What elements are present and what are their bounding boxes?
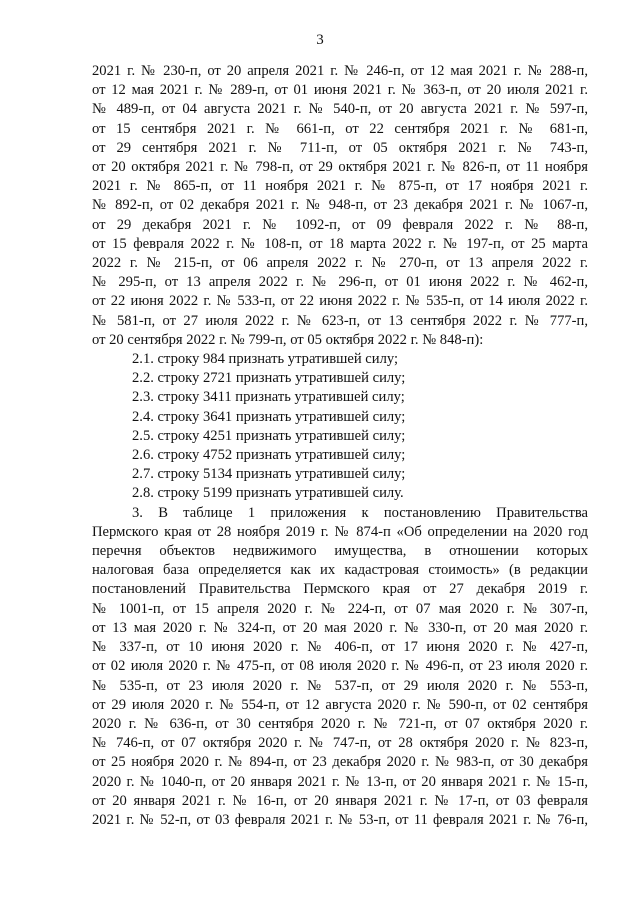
text-line: № 1001-п, от 15 апреля 2020 г. № 224-п, от 07 мая 2020 г. № 307-п, — [92, 600, 588, 617]
text-line: 2022 г. № 215-п, от 06 апреля 2022 г. № 270-п, от 13 апреля 2022 г. — [92, 255, 588, 272]
text-line: 2021 г. № 230-п, от 20 апреля 2021 г. № 246-п, от 12 мая 2021 г. № 288-п, — [92, 63, 588, 79]
text-line: от 12 мая 2021 г. № 289-п, от 01 июня 2021 г. № 363-п, от 20 июля 2021 г. — [92, 82, 588, 99]
list-item: 2.8. строку 5199 признать утратившей силу. — [132, 485, 404, 502]
text-line: от 15 сентября 2021 г. № 661-п, от 22 сентября 2021 г. № 681-п, — [92, 120, 588, 137]
text-line: 2021 г. № 52-п, от 03 февраля 2021 г. № 53-п, от 11 февраля 2021 г. № 76-п, — [92, 811, 588, 828]
text-line: от 25 ноября 2020 г. № 894-п, от 23 декабря 2020 г. № 983-п, от 30 декабря — [92, 754, 588, 771]
text-line: № 535-п, от 23 июля 2020 г. № 537-п, от 29 июля 2020 г. № 553-п, — [92, 677, 588, 694]
text-line: от 15 февраля 2022 г. № 108-п, от 18 марта 2022 г. № 197-п, от 25 марта — [92, 235, 588, 252]
text-line: Пермского края от 28 ноября 2019 г. № 874-п «Об определении на 2020 год — [92, 523, 588, 540]
text-line: от 29 июля 2020 г. № 554-п, от 12 августа 2020 г. № 590-п, от 02 сентября — [92, 696, 588, 713]
text-line: № 746-п, от 07 октября 2020 г. № 747-п, от 28 октября 2020 г. № 823-п, — [92, 735, 588, 752]
text-line: № 581-п, от 27 июля 2022 г. № 623-п, от 13 сентября 2022 г. № 777-п, — [92, 312, 588, 329]
text-line: от 02 июля 2020 г. № 475-п, от 08 июля 2020 г. № 496-п, от 23 июля 2020 г. — [92, 658, 588, 675]
text-line: № 489-п, от 04 августа 2021 г. № 540-п, от 20 августа 2021 г. № 597-п, — [92, 101, 588, 118]
text-line: от 20 января 2021 г. № 16-п, от 20 января 2021 г. № 17-п, от 03 февраля — [92, 792, 588, 809]
text-line: 2020 г. № 636-п, от 30 сентября 2020 г. № 721-п, от 07 октября 2020 г. — [92, 715, 588, 732]
list-item: 2.6. строку 4752 признать утратившей силу; — [132, 447, 406, 464]
text-line: от 29 сентября 2021 г. № 711-п, от 05 октября 2021 г. № 743-п, — [92, 139, 588, 156]
page-number: 3 — [316, 32, 324, 48]
text-line: постановлений Правительства Пермского края от 27 декабря 2019 г. — [92, 581, 588, 598]
text-line: от 22 июня 2022 г. № 533-п, от 22 июня 2022 г. № 535-п, от 14 июля 2022 г. — [92, 293, 588, 310]
text-line: № 337-п, от 10 июня 2020 г. № 406-п, от 17 июня 2020 г. № 427-п, — [92, 639, 588, 656]
list-item: 2.2. строку 2721 признать утратившей силу; — [132, 370, 406, 387]
text-line: 2021 г. № 865-п, от 11 ноября 2021 г. № 875-п, от 17 ноября 2021 г. — [92, 178, 588, 195]
text-line: налоговая база определяется как их кадастровая стоимость» (в редакции — [92, 562, 588, 579]
document-body — [92, 62, 588, 830]
list-item: 2.4. строку 3641 признать утратившей силу; — [132, 408, 406, 425]
text-line: от 29 декабря 2021 г. № 1092-п, от 09 февраля 2022 г. № 88-п, — [92, 216, 588, 233]
text-line: от 20 октября 2021 г. № 798-п, от 29 октября 2021 г. № 826-п, от 11 ноября — [92, 159, 588, 176]
text-line: перечня объектов недвижимого имущества, в отношении которых — [92, 543, 588, 560]
text-line: 2020 г. № 1040-п, от 20 января 2021 г. № 13-п, от 20 января 2021 г. № 15-п, — [92, 773, 588, 790]
text-line: от 13 мая 2020 г. № 324-п, от 20 мая 2020 г. № 330-п, от 20 мая 2020 г. — [92, 619, 588, 636]
paragraph-start: 3. В таблице 1 приложения к постановлению Правительства — [132, 504, 588, 521]
text-line: № 892-п, от 02 декабря 2021 г. № 948-п, от 23 декабря 2021 г. № 1067-п, — [92, 197, 588, 214]
list-item: 2.7. строку 5134 признать утратившей силу; — [132, 466, 406, 483]
text-line: № 295-п, от 13 апреля 2022 г. № 296-п, от 01 июня 2022 г. № 462-п, — [92, 274, 588, 291]
list-item: 2.1. строку 984 признать утратившей силу; — [132, 351, 399, 368]
text-line: от 20 сентября 2022 г. № 799-п, от 05 октября 2022 г. № 848-п): — [92, 331, 484, 348]
list-item: 2.3. строку 3411 признать утратившей силу; — [132, 389, 405, 406]
list-item: 2.5. строку 4251 признать утратившей силу; — [132, 427, 406, 444]
